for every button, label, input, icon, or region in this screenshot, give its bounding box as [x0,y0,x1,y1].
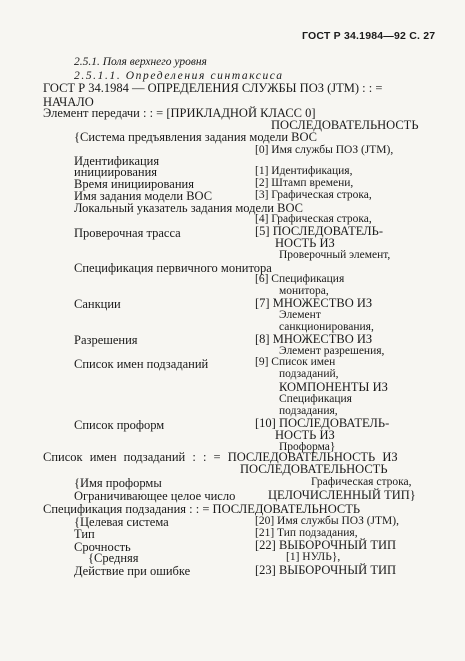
text-line: Действие при ошибке [74,564,191,578]
text-line: {Система предъявления задания модели ВОС [74,130,318,144]
text-line: Список имен подзаданий [74,357,209,371]
text-line: Элемент разрешения, [279,345,385,357]
section-heading: 2.5.1. Поля верхнего уровня [74,56,207,68]
text-line: [5] ПОСЛЕДОВАТЕЛЬ- [255,224,384,238]
text-line: [1] Идентификация, [255,165,353,177]
text-line: Локальный указатель задания модели ВОС [74,201,303,215]
text-line: Графическая строка, [311,476,412,488]
text-line: [7] МНОЖЕСТВО ИЗ [255,296,373,310]
text-line: Спецификация [279,393,352,405]
text-line: подзаданий, [279,368,339,380]
text-line: [22] ВЫБОРОЧНЫЙ ТИП [255,538,397,552]
text-line: [1] НУЛЬ}, [286,551,341,563]
text-line: Список имен подзаданий : : = ПОСЛЕДОВАТЕЛЬНОСТЬ ИЗ [43,450,398,464]
text-line: [4] Графическая строка, [255,213,372,225]
text-line: [21] Тип подзадания, [255,527,358,539]
text-line: Санкции [74,297,121,311]
text-line: [9] Список имен [255,356,336,368]
text-line: [2] Штамп времени, [255,177,354,189]
text-line: [0] Имя службы ПОЗ (JTM), [255,144,394,156]
text-line: ЦЕЛОЧИСЛЕННЫЙ ТИП} [268,488,416,502]
text-line: санкционирования, [279,321,374,333]
text-line: [8] МНОЖЕСТВО ИЗ [255,332,373,346]
text-line: ГОСТ Р 34.1984 — ОПРЕДЕЛЕНИЯ СЛУЖБЫ ПОЗ (JTM) : : = [43,81,383,95]
text-line: подзадания, [279,405,338,417]
text-line: Список проформ [74,418,165,432]
text-line: Элемент передачи : : = [ПРИКЛАДНОЙ КЛАСС 0] [43,106,316,120]
text-line: инициирования [74,165,158,179]
text-line: [3] Графическая строка, [255,189,372,201]
text-line: НОСТЬ ИЗ [275,428,335,442]
text-line: [6] Спецификация [255,273,345,285]
text-line: НОСТЬ ИЗ [275,236,335,250]
text-line: Идентификация [74,154,160,168]
text-line: [10] ПОСЛЕДОВАТЕЛЬ- [255,416,390,430]
text-line: Проформа} [279,441,336,453]
text-line: Спецификация подзадания : : = ПОСЛЕДОВАТЕЛЬНОСТЬ [43,502,361,516]
text-line: Спецификация первичного монитора [74,261,272,275]
text-line: Разрешения [74,333,138,347]
text-line: ПОСЛЕДОВАТЕЛЬНОСТЬ [240,462,388,476]
text-line: ПОСЛЕДОВАТЕЛЬНОСТЬ [271,118,419,132]
text-line: {Целевая система [74,515,169,529]
text-line: КОМПОНЕНТЫ ИЗ [279,380,388,394]
text-line: {Средняя [88,551,139,565]
text-line: Имя задания модели ВОС [74,189,213,203]
text-line: Ограничивающее целое число [74,489,236,503]
text-line: Проверочный элемент, [279,249,391,261]
text-line: Проверочная трасса [74,226,181,240]
text-line: НАЧАЛО [43,95,94,109]
text-line: Время инициирования [74,177,194,191]
text-line: Тип [74,527,95,541]
text-line: {Имя проформы [74,476,162,490]
subsection-heading: 2.5.1.1. Определения синтаксиса [74,70,284,82]
text-line: Элемент [279,309,321,321]
page-header: ГОСТ Р 34.1984—92 С. 27 [302,30,436,42]
text-line: [23] ВЫБОРОЧНЫЙ ТИП [255,563,397,577]
text-line: [20] Имя службы ПОЗ (JTM), [255,515,399,527]
text-line: Срочность [74,540,131,554]
text-line: монитора, [279,285,329,297]
